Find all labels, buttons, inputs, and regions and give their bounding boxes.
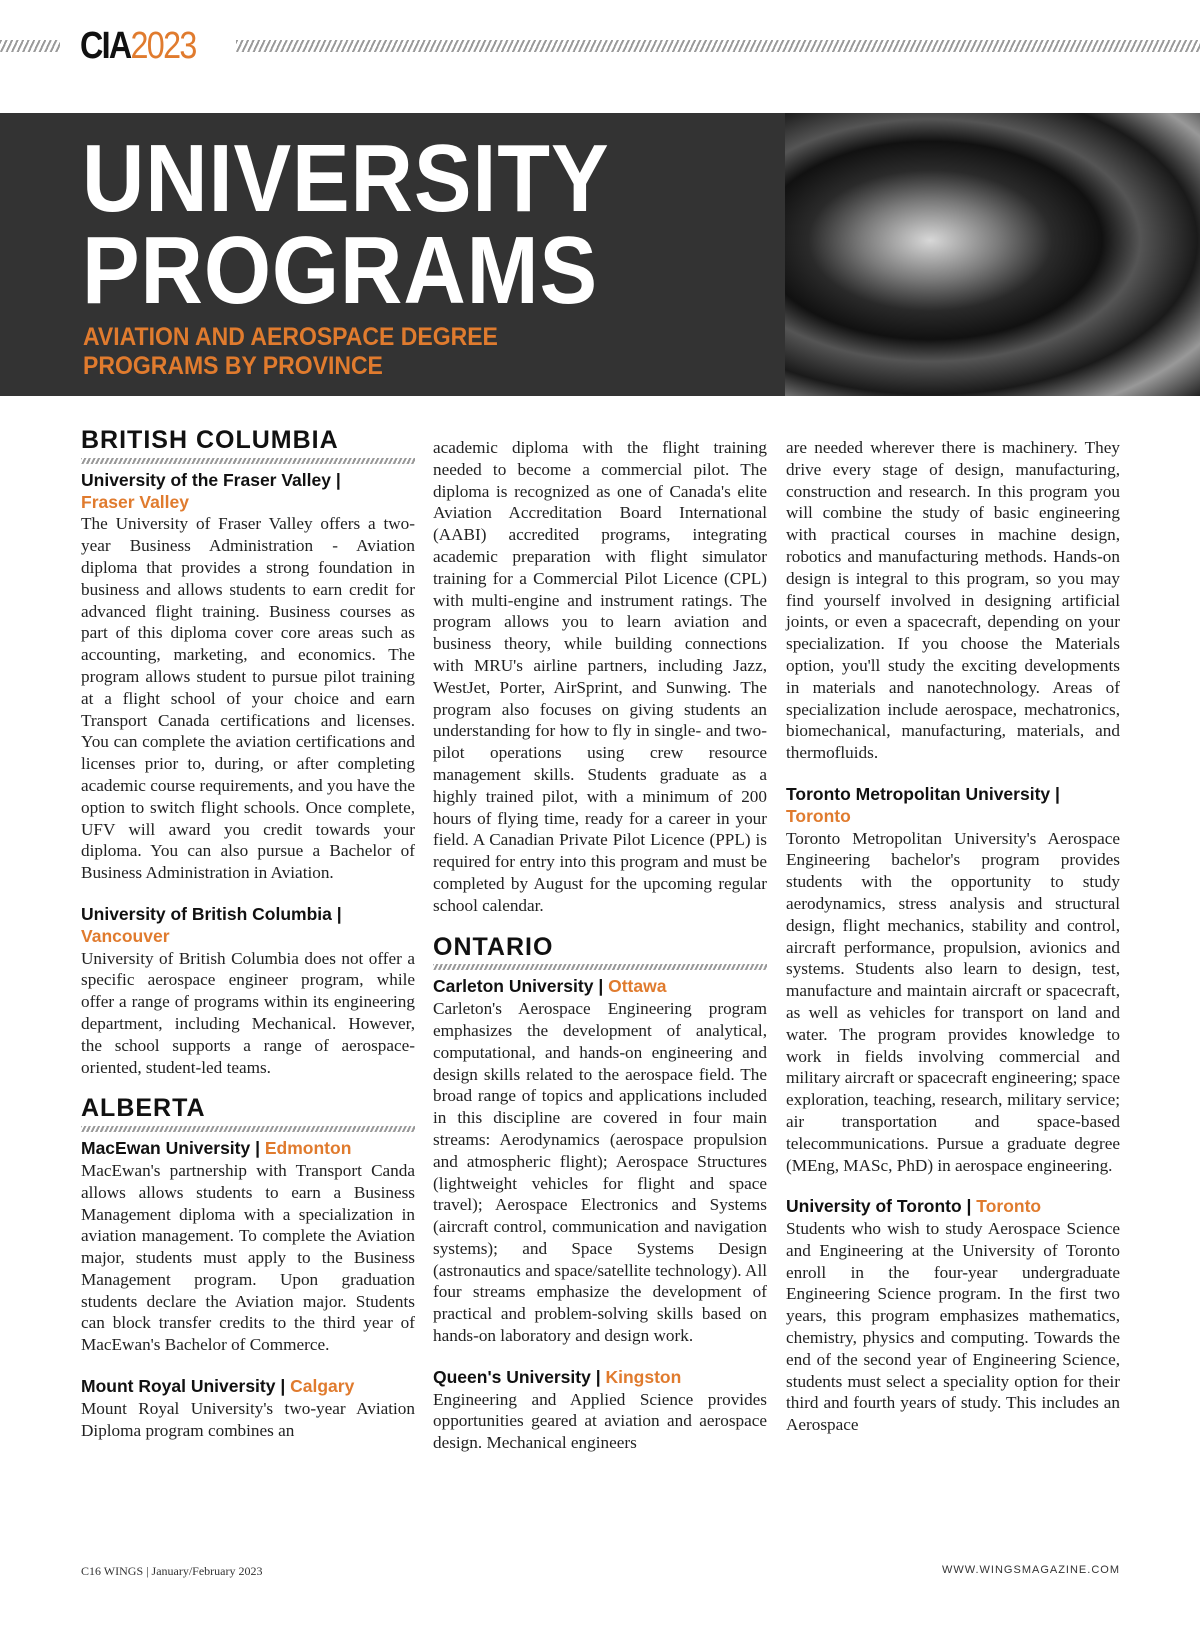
university-name: MacEwan University | Edmonton (81, 1138, 352, 1159)
university-name: University of Toronto | Toronto (786, 1196, 1042, 1217)
university-name: Toronto Metropolitan University | Toronto (786, 783, 1060, 826)
university-name: Carleton University | Ottawa (433, 976, 667, 997)
masthead (0, 26, 1200, 66)
program-description: Engineering and Applied Science provides opportunities geared at aviation and aerospace design. Mechanical engineers (433, 1389, 767, 1453)
program-description: Students who wish to study Aerospace Science and Engineering at the University of Toronto enroll in the four-year undergraduate Engineering Science program. In the first two years, this program emphasizes mathematics, chemistry, physics and computing. Towards the end of the second year of Engineering Science, students must select a speciality option for their third and fourth years of study. This includes an Aerospace (786, 1219, 1120, 1435)
page-subtitle: AVIATION AND AEROSPACE DEGREE PROGRAMS BY PROVINCE (83, 323, 498, 380)
footer-issue: C16 WINGS | January/February 2023 (81, 1564, 263, 1578)
province-heading: BRITISH COLUMBIA (81, 430, 415, 464)
program-description: academic diploma with the flight training needed to become a commercial pilot. The diploma is recognized as one of Canada's elite Aviation Accreditation Board International (AABI) accredited programs, integrating academic preparation with flight simulator training for a Commercial Pilot Licence (CPL) with multi-engine and instrument ratings. The program allows you to learn aviation and business theory, while building connections with MRU's airline partners, including Jazz, WestJet, Porter, AirSprint, and Sunwing. The program also focuses on giving students an understanding for how to fly in single- and two-pilot operations using crew resource management skills. Students graduate as a highly trained pilot, with a minimum of 200 hours of flying time, ready for a career in your field. A Canadian Private Pilot Licence (PPL) is required for entry into this program and must be completed by August for the upcoming regular school calendar. (433, 438, 767, 915)
column-1 (81, 426, 415, 1461)
program-description: Mount Royal University's two-year Aviation Diploma program combines an (81, 1398, 415, 1440)
jet-engine-photo (785, 113, 1200, 396)
university-name: University of British Columbia | Vancouver (81, 903, 342, 946)
program-description: University of British Columbia does not offer a specific aerospace engineer program, while offer a range of programs within its engineering department, including Mechanical. However, the school supports a range of aerospace-oriented, student-led teams. (81, 948, 415, 1077)
page-title: UNIVERSITY PROGRAMS (82, 125, 610, 324)
university-name: Queen's University | Kingston (433, 1366, 682, 1387)
column-3 (786, 437, 1120, 1456)
province-heading: ALBERTA (81, 1098, 415, 1132)
hatch-divider (0, 40, 60, 52)
program-description: MacEwan's partnership with Transport Canda allows allows students to earn a Business Management diploma with a specialization in aviation management. To complete the Aviation major, students must apply to the Business Management program. Upon graduation students declare the Aviation major. Students can block transfer credits to the third year of MacEwan's Bachelor of Commerce. (81, 1160, 415, 1355)
program-description: Carleton's Aerospace Engineering program emphasizes the development of analytical, computational, and hands-on engineering and design skills related to the aerospace field. The broad range of topics and applications included in this discipline are covered in four main streams: Aerodynamics (aerospace propulsion and atmospheric flight); Aerospace Structures (lightweight vehicles for flight and space travel); Aerospace Electronics and Systems (aircraft control, communication and navigation systems); and Space Systems Design (astronautics and space/satellite technology). All four streams emphasize the development of practical and problem-solving skills based on hands-on laboratory and design work. (433, 999, 767, 1346)
column-2 (433, 437, 767, 1474)
province-heading: ONTARIO (433, 937, 767, 971)
university-name: Mount Royal University | Calgary (81, 1376, 355, 1397)
footer-website: WWW.WINGSMAGAZINE.COM (941, 1564, 1120, 1576)
hatch-divider (236, 40, 1200, 52)
university-name: University of the Fraser Valley | Fraser Valley (81, 469, 341, 512)
program-description: Toronto Metropolitan University's Aerospace Engineering bachelor's program provides students with the opportunity to study aerodynamics, stress analysis and structural design, flight mechanics, stability and control, aircraft performance, propulsion, avionics and systems. Students also learn to design, test, manufacture and maintain aircraft or spacecraft, as well as vehicles for transport on land and water. The program provides knowledge to work in fields involving commercial and military aircraft or spacecraft engineering; space exploration, teaching, research, military service; air transportation and space-based telecommunications. Pursue a graduate degree (MEng, MASc, PhD) in aerospace engineering. (786, 828, 1120, 1175)
program-description: The University of Fraser Valley offers a two-year Business Administration - Aviation diploma that provides a strong foundation in business and allows students to earn credit for advanced flight training. Business courses as part of this diploma cover core areas such as accounting, marketing, and economics. The program allows student to pursue pilot training at a flight school of your choice and earn Transport Canada certifications and licenses. You can complete the aviation certifications and licenses prior to, during, or after completing academic course requirements, and you have the option to switch flight schools. Once complete, UFV will award you credit towards your diploma. You can also pursue a Bachelor of Business Administration in Aviation. (81, 514, 415, 883)
cia-logo: CIA2023 (80, 25, 196, 67)
program-description: are needed wherever there is machinery. They drive every stage of design, manufacturing, construction and research. In this program you will combine the study of basic engineering with practical courses in machine design, robotics and manufacturing methods. Hands-on design is integral to this program, so you may find yourself involved in designing artificial joints, or even a spacecraft, depending on your specialization. If you choose the Materials option, you'll study the exciting developments in materials and nanotechnology. Areas of specialization include aerospace, mechatronics, biomechanical, manufacturing, materials, and thermofluids. (786, 438, 1120, 763)
hero-banner (0, 113, 1200, 396)
